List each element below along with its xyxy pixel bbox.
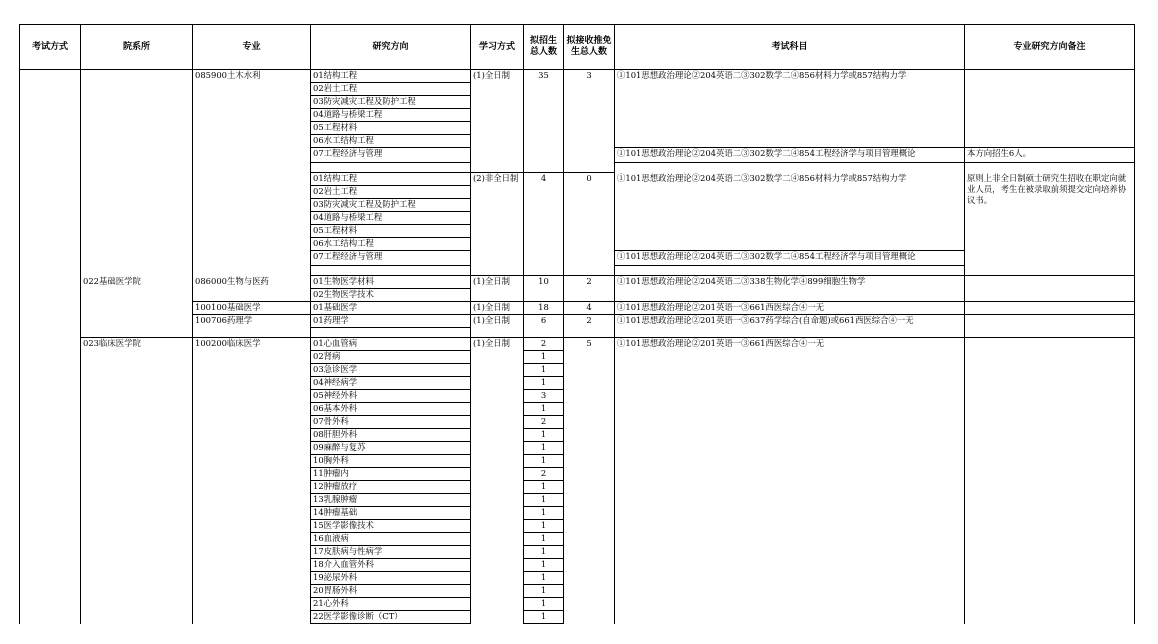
direction-cell: 04神经病学 — [311, 377, 471, 390]
remark-cell — [965, 315, 1135, 328]
direction-cell: 04道路与桥梁工程 — [311, 109, 471, 122]
direction-cell: 03防灾减灾工程及防护工程 — [311, 199, 471, 212]
enroll-cell: 1 — [524, 611, 564, 624]
table-row — [20, 338, 1135, 351]
remark-cell — [965, 70, 1135, 148]
direction-cell: 01生物医学材料 — [311, 276, 471, 289]
direction-cell: 05神经外科 — [311, 390, 471, 403]
direction-cell: 08肝胆外科 — [311, 429, 471, 442]
direction-cell: 06基本外科 — [311, 403, 471, 416]
direction-cell: 01心血管病 — [311, 338, 471, 351]
major-cell: 085900土木水利 — [193, 70, 311, 276]
major-cell: 100200临床医学 — [193, 338, 311, 624]
header-exempt-total: 拟接收推免生总人数 — [564, 25, 615, 70]
subject-cell: ①101思想政治理论②204英语二③302数学二④854工程经济学与项目管理概论 — [615, 148, 965, 163]
direction-cell: 19泌尿外科 — [311, 572, 471, 585]
enroll-cell: 2 — [524, 416, 564, 429]
enroll-cell: 1 — [524, 598, 564, 611]
enroll-cell: 1 — [524, 403, 564, 416]
remark-cell: 本方向招生6人。 — [965, 148, 1135, 163]
subject-cell: ①101思想政治理论②204英语二③338生物化学④899细胞生物学 — [615, 276, 965, 302]
exam-method-cell — [20, 70, 81, 624]
enroll-cell: 1 — [524, 507, 564, 520]
department-cell — [81, 70, 193, 276]
admissions-table — [19, 24, 1135, 624]
subject-cell: ①101思想政治理论②201英语一③637药学综合(自命题)或661西医综合④一无 — [615, 315, 965, 328]
enroll-cell: 2 — [524, 338, 564, 351]
direction-cell: 02岩土工程 — [311, 186, 471, 199]
enroll-cell: 1 — [524, 520, 564, 533]
header-direction: 研究方向 — [311, 25, 471, 70]
direction-cell: 13乳腺肿瘤 — [311, 494, 471, 507]
subject-cell: ①101思想政治理论②204英语二③302数学二④854工程经济学与项目管理概论 — [615, 251, 965, 266]
subject-cell: ①101思想政治理论②201英语一③661西医综合④一无 — [615, 302, 965, 315]
admissions-sheet — [19, 24, 1134, 624]
remark-cell — [965, 338, 1135, 624]
enroll-cell: 1 — [524, 351, 564, 364]
direction-cell: 09麻醉与复苏 — [311, 442, 471, 455]
enroll-cell: 1 — [524, 377, 564, 390]
enroll-cell: 1 — [524, 364, 564, 377]
direction-cell: 06水工结构工程 — [311, 238, 471, 251]
direction-cell: 14肿瘤基础 — [311, 507, 471, 520]
exempt-cell: 2 — [564, 315, 615, 328]
table-row — [20, 70, 1135, 83]
direction-cell: 02肾病 — [311, 351, 471, 364]
major-cell: 100100基础医学 — [193, 302, 311, 315]
enroll-cell: 4 — [524, 173, 564, 266]
direction-cell: 17皮肤病与性病学 — [311, 546, 471, 559]
header-remarks: 专业研究方向备注 — [965, 25, 1135, 70]
direction-cell: 11肿瘤内 — [311, 468, 471, 481]
direction-cell: 01结构工程 — [311, 70, 471, 83]
direction-cell: 06水工结构工程 — [311, 135, 471, 148]
subject-cell: ①101思想政治理论②204英语二③302数学二④856材料力学或857结构力学 — [615, 173, 965, 251]
study-mode-cell: (1)全日制 — [471, 315, 524, 328]
direction-cell: 05工程材料 — [311, 122, 471, 135]
table-row — [20, 276, 1135, 289]
direction-cell: 20胃肠外科 — [311, 585, 471, 598]
enroll-cell: 3 — [524, 390, 564, 403]
header-study-mode: 学习方式 — [471, 25, 524, 70]
direction-cell: 01结构工程 — [311, 173, 471, 186]
enroll-cell: 1 — [524, 481, 564, 494]
header-major: 专业 — [193, 25, 311, 70]
direction-cell: 05工程材料 — [311, 225, 471, 238]
remark-cell: 原则上非全日制硕士研究生招收在职定向就业人员，考生在被录取前须提交定向培养协议书。 — [965, 173, 1135, 266]
enroll-cell: 1 — [524, 572, 564, 585]
direction-cell: 16血液病 — [311, 533, 471, 546]
study-mode-cell: (1)全日制 — [471, 302, 524, 315]
direction-cell: 22医学影像诊断（CT） — [311, 611, 471, 624]
header-department: 院系所 — [81, 25, 193, 70]
direction-cell: 01药理学 — [311, 315, 471, 328]
enroll-cell: 18 — [524, 302, 564, 315]
direction-cell: 21心外科 — [311, 598, 471, 611]
enroll-cell: 2 — [524, 468, 564, 481]
direction-cell: 07骨外科 — [311, 416, 471, 429]
direction-cell: 15医学影像技术 — [311, 520, 471, 533]
study-mode-cell: (1)全日制 — [471, 276, 524, 302]
major-cell: 086000生物与医药 — [193, 276, 311, 302]
department-cell: 022基础医学院 — [81, 276, 193, 338]
header-row — [20, 25, 1135, 70]
direction-cell: 04道路与桥梁工程 — [311, 212, 471, 225]
exempt-cell: 0 — [564, 173, 615, 266]
subject-cell: ①101思想政治理论②201英语一③661西医综合④一无 — [615, 338, 965, 624]
direction-cell: 18介入血管外科 — [311, 559, 471, 572]
subject-cell: ①101思想政治理论②204英语二③302数学二④856材料力学或857结构力学 — [615, 70, 965, 148]
major-cell: 100706药理学 — [193, 315, 311, 328]
remark-cell — [965, 276, 1135, 302]
direction-cell: 02生物医学技术 — [311, 289, 471, 302]
study-mode-cell: (1)全日制 — [471, 70, 524, 163]
enroll-cell: 1 — [524, 455, 564, 468]
enroll-cell: 1 — [524, 494, 564, 507]
enroll-cell: 1 — [524, 442, 564, 455]
direction-cell: 07工程经济与管理 — [311, 148, 471, 163]
remark-cell — [965, 302, 1135, 315]
header-subjects: 考试科目 — [615, 25, 965, 70]
study-mode-cell: (1)全日制 — [471, 338, 524, 624]
exempt-cell: 2 — [564, 276, 615, 302]
enroll-cell: 1 — [524, 585, 564, 598]
header-exam-method: 考试方式 — [20, 25, 81, 70]
exempt-cell: 5 — [564, 338, 615, 624]
study-mode-cell: (2)非全日制 — [471, 173, 524, 266]
header-enroll-total: 拟招生总人数 — [524, 25, 564, 70]
department-cell: 023临床医学院 — [81, 338, 193, 624]
exempt-cell: 4 — [564, 302, 615, 315]
exempt-cell: 3 — [564, 70, 615, 163]
direction-cell: 10胸外科 — [311, 455, 471, 468]
enroll-cell: 6 — [524, 315, 564, 328]
direction-cell: 12肿瘤放疗 — [311, 481, 471, 494]
enroll-cell: 10 — [524, 276, 564, 302]
direction-cell: 07工程经济与管理 — [311, 251, 471, 266]
enroll-cell: 35 — [524, 70, 564, 163]
enroll-cell: 1 — [524, 429, 564, 442]
direction-cell: 03急诊医学 — [311, 364, 471, 377]
direction-cell: 03防灾减灾工程及防护工程 — [311, 96, 471, 109]
enroll-cell: 1 — [524, 546, 564, 559]
direction-cell: 02岩土工程 — [311, 83, 471, 96]
enroll-cell: 1 — [524, 559, 564, 572]
direction-cell: 01基础医学 — [311, 302, 471, 315]
enroll-cell: 1 — [524, 533, 564, 546]
